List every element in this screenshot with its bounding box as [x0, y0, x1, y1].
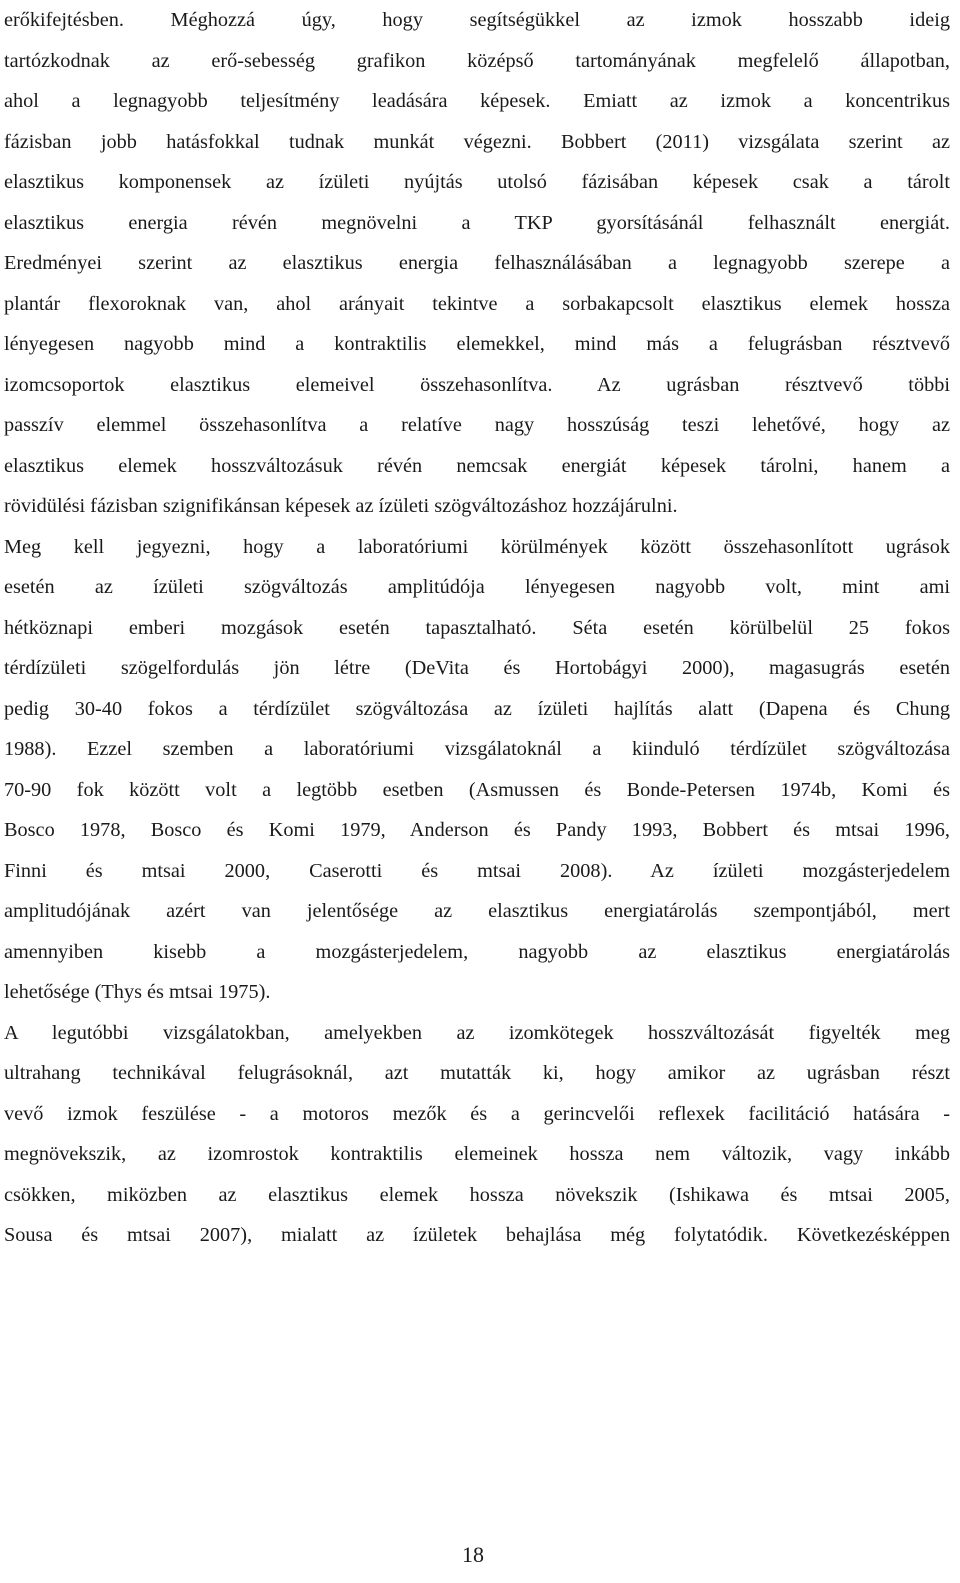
text-line: lényegesen nagyobb mind a kontraktilis elemekkel, mind más a felugrásban résztvevő: [4, 333, 950, 355]
text-line: passzív elemmel összehasonlítva a relatíve nagy hosszúság teszi lehetővé, hogy az: [4, 414, 950, 436]
text-line: izomcsoportok elasztikus elemeivel összehasonlítva. Az ugrásban résztvevő többi: [4, 373, 950, 396]
text-line: fázisban jobb hatásfokkal tudnak munkát végezni. Bobbert (2011) vizsgálata szerint az: [4, 130, 950, 153]
text-line: amplitudójának azért van jelentősége az elasztikus energiatárolás szempontjából, mert: [4, 900, 950, 922]
text-line: esetén az ízületi szögváltozás amplitúdója lényegesen nagyobb volt, mint ami: [4, 576, 950, 598]
text-line: ahol a legnagyobb teljesítmény leadására képesek. Emiatt az izmok a koncentrikus: [4, 90, 950, 112]
text-line: Finni és mtsai 2000, Caserotti és mtsai 2008). Az ízületi mozgásterjedelem: [4, 859, 950, 882]
text-line: elasztikus elemek hosszváltozásuk révén nemcsak energiát képesek tárolni, hanem a: [4, 454, 950, 477]
text-line: elasztikus energia révén megnövelni a TKP gyorsításánál felhasznált energiát.: [4, 211, 950, 234]
text-line: Sousa és mtsai 2007), mialatt az ízületek behajlása még folytatódik. Következésképpen: [4, 1224, 950, 1246]
text-line: erőkifejtésben. Méghozzá úgy, hogy segítségükkel az izmok hosszabb ideig: [4, 9, 950, 31]
text-line: 70-90 fok között volt a legtöbb esetben (Asmussen és Bonde-Petersen 1974b, Komi és: [4, 778, 950, 801]
text-line: vevő izmok feszülése - a motoros mezők és a gerincvelői reflexek facilitáció hatására -: [4, 1102, 950, 1125]
text-line: Bosco 1978, Bosco és Komi 1979, Anderson és Pandy 1993, Bobbert és mtsai 1996,: [4, 819, 950, 841]
text-line: Eredményei szerint az elasztikus energia felhasználásában a legnagyobb szerepe a: [4, 252, 950, 274]
text-line: elasztikus komponensek az ízületi nyújtás utolsó fázisában képesek csak a tárolt: [4, 171, 950, 193]
text-line: csökken, miközben az elasztikus elemek hossza növekszik (Ishikawa és mtsai 2005,: [4, 1183, 950, 1206]
text-line: 1988). Ezzel szemben a laboratóriumi vizsgálatoknál a kiinduló térdízület szögváltozása: [4, 738, 950, 760]
text-line: ultrahang technikával felugrásoknál, azt mutatták ki, hogy amikor az ugrásban részt: [4, 1062, 950, 1084]
paragraph: [4, 0, 950, 527]
text-line: rövidülési fázisban szignifikánsan képesek az ízületi szögváltozáshoz hozzájárulni.: [4, 495, 678, 517]
text-line: amennyiben kisebb a mozgásterjedelem, nagyobb az elasztikus energiatárolás: [4, 940, 950, 963]
paragraph: [4, 1013, 950, 1256]
paragraph: [4, 527, 950, 1013]
text-line: Meg kell jegyezni, hogy a laboratóriumi körülmények között összehasonlított ugrások: [4, 535, 950, 558]
text-line: hétköznapi emberi mozgások esetén tapasztalható. Séta esetén körülbelül 25 fokos: [4, 616, 950, 639]
body-text: [4, 0, 950, 1256]
page-number: 18: [462, 1542, 484, 1567]
text-line: pedig 30-40 fokos a térdízület szögváltozása az ízületi hajlítás alatt (Dapena és Chung: [4, 697, 950, 720]
text-line: térdízületi szögelfordulás jön létre (DeVita és Hortobágyi 2000), magasugrás esetén: [4, 657, 950, 679]
text-line: plantár flexoroknak van, ahol arányait tekintve a sorbakapcsolt elasztikus elemek hossza: [4, 292, 950, 315]
text-line: megnövekszik, az izomrostok kontraktilis elemeinek hossza nem változik, vagy inkább: [4, 1143, 950, 1165]
text-line: lehetősége (Thys és mtsai 1975).: [4, 981, 271, 1003]
text-line: tartózkodnak az erő-sebesség grafikon középső tartományának megfelelő állapotban,: [4, 49, 950, 72]
text-line: A legutóbbi vizsgálatokban, amelyekben az izomkötegek hosszváltozását figyelték meg: [4, 1021, 950, 1044]
